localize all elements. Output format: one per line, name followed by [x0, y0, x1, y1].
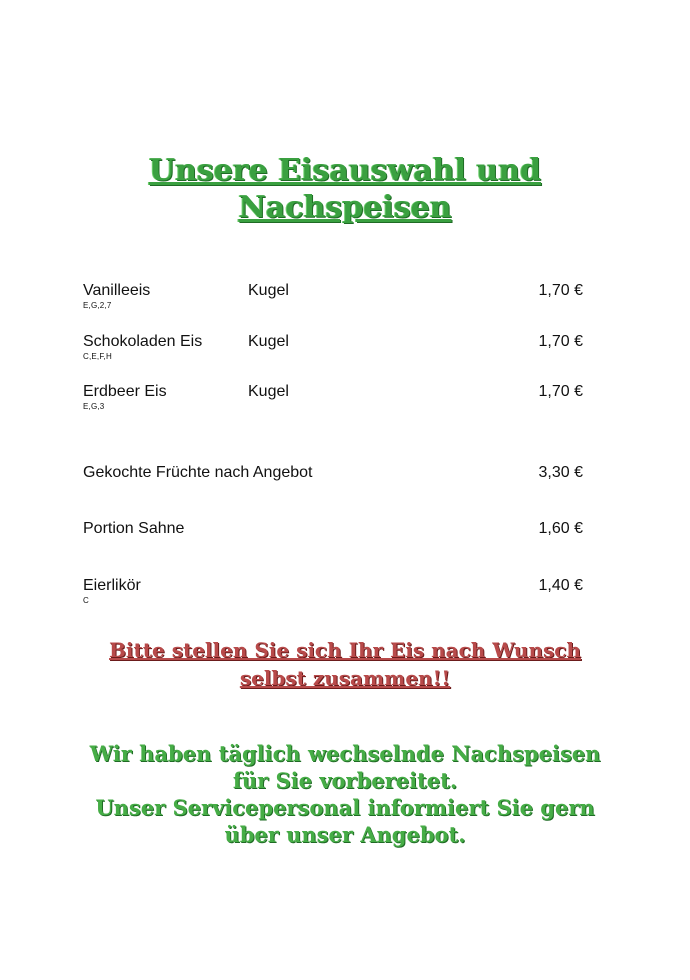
daily-desserts-note-line-4: über unser Angebot.: [224, 822, 466, 847]
item-unit: Kugel: [248, 383, 289, 400]
item-allergens: E,G,2,7: [83, 301, 112, 310]
item-price: 1,60 €: [538, 520, 583, 537]
item-price: 1,70 €: [538, 282, 583, 299]
menu-item-erdbeer-eis: [83, 383, 583, 413]
item-name: Vanilleeis: [83, 282, 151, 299]
item-name: Eierlikör: [83, 577, 141, 594]
menu-item-eierlikoer: [83, 577, 583, 607]
daily-desserts-note-line-1: Wir haben täglich wechselnde Nachspeisen: [89, 741, 601, 766]
item-allergens: C: [83, 596, 89, 605]
menu-item-schokoladen-eis: [83, 333, 583, 363]
item-name: Gekochte Früchte nach Angebot: [83, 464, 313, 481]
daily-desserts-note-line-2: für Sie vorbereitet.: [232, 768, 458, 793]
item-allergens: C,E,F,H: [83, 352, 112, 361]
daily-desserts-note: [0, 740, 690, 848]
item-price: 1,40 €: [538, 577, 583, 594]
menu-item-gekochte-fruechte: [83, 464, 583, 494]
menu-title-line-2: Nachspeisen: [238, 190, 452, 225]
menu-title: [0, 152, 690, 226]
menu-item-vanilleeis: [83, 282, 583, 312]
daily-desserts-note-line-3: Unser Servicepersonal informiert Sie gern: [95, 795, 595, 820]
item-unit: Kugel: [248, 282, 289, 299]
item-unit: Kugel: [248, 333, 289, 350]
item-allergens: E,G,3: [83, 402, 105, 411]
item-price: 3,30 €: [538, 464, 583, 481]
item-price: 1,70 €: [538, 333, 583, 350]
item-name: Erdbeer Eis: [83, 383, 167, 400]
self-service-note: [0, 636, 690, 692]
menu-item-portion-sahne: [83, 520, 583, 550]
item-name: Portion Sahne: [83, 520, 185, 537]
self-service-note-line-2: selbst zusammen!!: [239, 666, 451, 690]
item-name: Schokoladen Eis: [83, 333, 203, 350]
item-price: 1,70 €: [538, 383, 583, 400]
self-service-note-line-1: Bitte stellen Sie sich Ihr Eis nach Wunsch: [109, 638, 581, 662]
menu-title-line-1: Unsere Eisauswahl und: [148, 153, 542, 188]
